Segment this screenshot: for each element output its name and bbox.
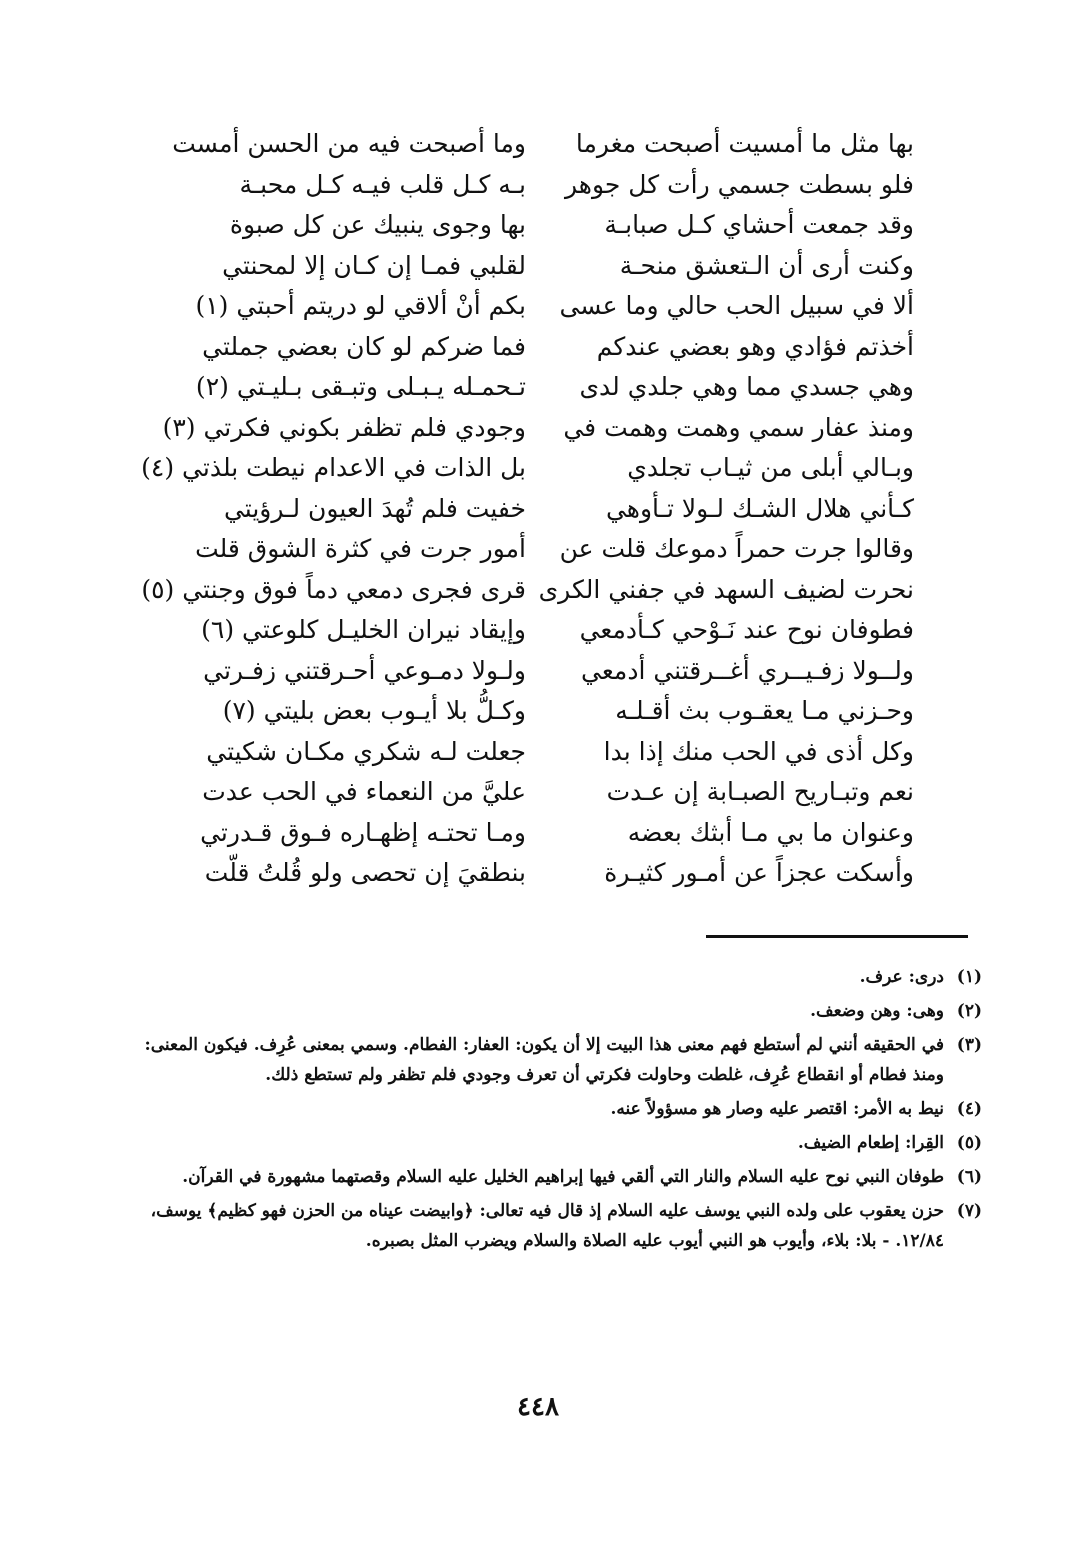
footnote-number: (٣)	[956, 1035, 982, 1055]
footnote	[140, 1196, 982, 1256]
verse-row	[141, 448, 914, 489]
verse-second-hemistich: بكم أنْ ألاقي لو دريتم أحبتي (١)	[195, 291, 526, 321]
verse-row	[170, 610, 914, 651]
verse-first-hemistich: ومنذ عفار سمي وهمت وهمت في	[563, 412, 914, 442]
verse-first-hemistich: وهي جسدي مما وهي جلدي لدى	[579, 372, 914, 402]
verse-row	[170, 246, 914, 287]
verse-second-hemistich: وجودي فلم تظفر بكوني فكرتي (٣)	[162, 412, 526, 442]
verse-row	[170, 651, 914, 692]
verse-second-hemistich: فما ضركم لو كان بعضي جملتي	[202, 331, 526, 361]
verse-row	[170, 124, 914, 165]
verse-row	[170, 813, 914, 854]
footnote-text: درى: عرف.	[859, 967, 944, 987]
verse-row	[170, 165, 914, 206]
verse-first-hemistich: نحرت لضيف السهد في جفني الكرى	[538, 574, 914, 604]
verse-first-hemistich: وكل أذى في الحب منك إذا بدا	[603, 736, 914, 766]
verse-second-hemistich: وكـلُّ بلا أيـوب بعض بليتي (٧)	[222, 696, 526, 726]
footnote-text: القِرا: إطعام الضيف.	[797, 1133, 944, 1153]
verse-row	[170, 772, 914, 813]
verse-row	[162, 408, 914, 449]
verse-second-hemistich: خفيت فلم تُهدَ العيون لـرؤيتي	[223, 493, 526, 523]
footnote	[140, 1162, 982, 1192]
footnote-text: وهى: وهن وضعف.	[810, 1001, 944, 1021]
footnotes-block	[140, 962, 982, 1260]
footnote	[140, 996, 982, 1026]
verse-second-hemistich: وما أصبحت فيه من الحسن أمست	[172, 129, 526, 159]
verse-first-hemistich: بها مثل ما أمسيت أصبحت مغرما	[575, 129, 914, 159]
verse-first-hemistich: كـأني هلال الشـك لـولا تـأوهي	[605, 493, 914, 523]
footnote-number: (٢)	[956, 1001, 982, 1021]
page-number: ٤٤٨	[517, 1392, 559, 1422]
verse-second-hemistich: لقلبي فمـا إن كـان إلا لمحنتي	[222, 250, 526, 280]
verse-row	[170, 489, 914, 530]
footnote	[140, 1128, 982, 1158]
verse-first-hemistich: ولــولا زفـيــري أغــرقتني أدمعي	[581, 655, 914, 685]
verse-first-hemistich: وحـزني مـا يعقـوب بث أقـلـه	[615, 696, 914, 726]
verse-second-hemistich: تـحمـله يـبـلى وتبـقى بـليـتي (٢)	[195, 372, 526, 402]
verse-row	[170, 327, 914, 368]
verse-second-hemistich: وإيقاد نيران الخليـل كلوعتي (٦)	[201, 615, 526, 645]
verse-row	[170, 853, 914, 894]
footnote	[140, 962, 982, 992]
verse-second-hemistich: بنطقيَ إن تحصى ولو قُلتُ قلّت	[204, 858, 526, 888]
verse-second-hemistich: أمور جرت في كثرة الشوق قلت	[195, 534, 526, 564]
footnote-text: طوفان النبي نوح عليه السلام والنار التي ألقي فيها إبراهيم الخليل عليه السلام وقصتهما مشهورة في القرآن.	[182, 1167, 944, 1187]
poem-block	[141, 124, 914, 894]
footnote-number: (١)	[956, 967, 982, 987]
footnote-text: نيط به الأمر: اقتصر عليه وصار هو مسؤولاً عنه.	[610, 1099, 944, 1119]
verse-first-hemistich: وقالوا جرت حمراً دموعك قلت عن	[559, 534, 914, 564]
footnote-number: (٥)	[956, 1133, 982, 1153]
verse-first-hemistich: وعنوان ما بي مـا أبثك بعضه	[627, 817, 914, 847]
verse-row	[170, 529, 914, 570]
footnote-text: حزن يعقوب على ولده النبي يوسف عليه السلام إذ قال فيه تعالى: ﴿وابيضت عيناه من الحزن فهو كظيم﴾ يوسف، ١٢/٨٤. - بلا: بلاء، وأيوب هو النبي أيوب عليه الصلاة والسلام ويضرب المثل بصبره.	[150, 1201, 944, 1251]
footnote-number: (٦)	[956, 1167, 982, 1187]
verse-second-hemistich: ولـولا دمـوعي أحـرقتني زفـرتي	[203, 655, 526, 685]
verse-row	[170, 286, 914, 327]
verse-second-hemistich: بـه كـل قلب فيـه كـل محبـة	[239, 169, 526, 199]
verse-row	[170, 205, 914, 246]
verse-first-hemistich: ألا في سبيل الحب حالي وما عسى	[559, 291, 914, 321]
verse-first-hemistich: وكنت أرى أن الـتعشق منحـة	[619, 250, 914, 280]
footnote-number: (٧)	[956, 1201, 982, 1221]
verse-row	[141, 570, 914, 611]
footnote-number: (٤)	[956, 1099, 982, 1119]
verse-first-hemistich: نعم وتبـاريح الصبـابة إن عـدت	[606, 777, 914, 807]
verse-first-hemistich: أخذتم فؤادي وهو بعضي عندكم	[596, 331, 914, 361]
verse-second-hemistich: قرى فجرى دمعي دماً فوق وجنتي (٥)	[141, 574, 526, 604]
verse-row	[170, 367, 914, 408]
verse-first-hemistich: وقد جمعت أحشاي كـل صبابـة	[604, 210, 914, 240]
footnote-text: في الحقيقه أنني لم أستطع فهم معنى هذا البيت إلا أن يكون: العفار: الفطام. وسمي بمعنى عُرِف. فيكون المعنى: ومنذ فطام أو انقطاع عُرِف، غلطت وحاولت فكرتي أن تعرف وجودي فلم تظفر ولم تستطع ذلك.	[144, 1035, 944, 1085]
verse-first-hemistich: فلو بسطت جسمي رأت كل جوهر	[565, 169, 914, 199]
verse-first-hemistich: وبـالي أبلى من ثيـاب تجلدي	[627, 453, 914, 483]
verse-second-hemistich: بل الذات في الاعدام نيطت بلذتي (٤)	[141, 453, 526, 483]
verse-second-hemistich: بها وجوى ينبيك عن كل صبوة	[229, 210, 526, 240]
verse-row	[170, 732, 914, 773]
footnote-separator	[706, 935, 968, 938]
verse-row	[170, 691, 914, 732]
verse-first-hemistich: فطوفان نوح عند نَـوْحي كـأدمعي	[579, 615, 914, 645]
verse-second-hemistich: عليَّ من النعماء في الحب عدت	[202, 777, 526, 807]
verse-second-hemistich: جعلت لـه شكري مكـان شكيتي	[206, 736, 526, 766]
verse-first-hemistich: وأسكت عجزاً عن أمـور كثيـرة	[604, 858, 914, 888]
footnote	[140, 1030, 982, 1090]
verse-second-hemistich: ومـا تحتـه إظهـاره فـوق قـدرتي	[200, 817, 526, 847]
footnote	[140, 1094, 982, 1124]
